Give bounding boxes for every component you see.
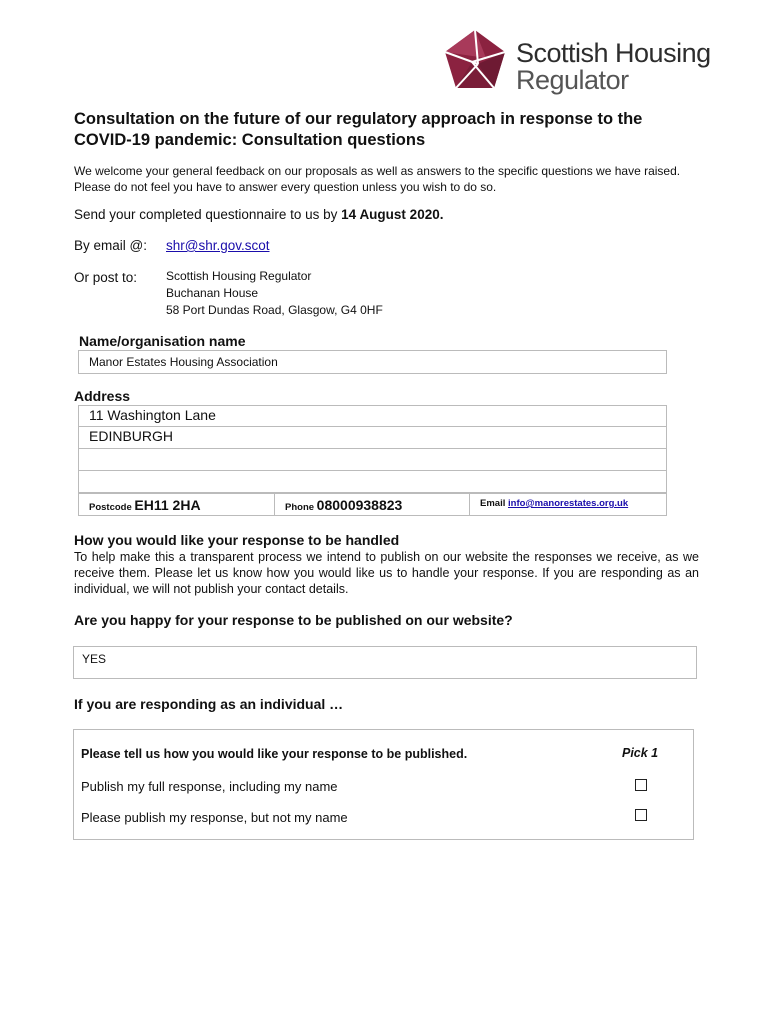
organisation-name-field[interactable]: Manor Estates Housing Association — [78, 350, 667, 374]
shr-logo-mark-icon — [442, 28, 508, 94]
address-line-2-field[interactable]: EDINBURGH — [78, 427, 667, 449]
option-anonymous-checkbox[interactable] — [635, 809, 647, 821]
page-title: Consultation on the future of our regulatory approach in response to the COVID-19 pandemic: Consultation questions — [74, 110, 643, 149]
email-label: By email @: — [74, 238, 147, 253]
handling-heading: How you would like your response to be handled — [74, 532, 400, 548]
intro-text: We welcome your general feedback on our proposals as well as answers to the specific questions we have raised. Please do not feel you have to answer every question unless you wish to do so. — [74, 164, 681, 194]
post-label: Or post to: — [74, 270, 138, 285]
postcode-field[interactable] — [78, 493, 275, 516]
logo-text-line2: Regulator — [516, 65, 629, 95]
logo-text-line1: Scottish Housing — [516, 38, 711, 68]
address-line-4-field[interactable] — [78, 471, 667, 493]
phone-value: 08000938823 — [316, 497, 403, 513]
handling-text: To help make this a transparent process we intend to publish on our website the responses we receive, as we receive them. Please let us know how you would like us to handle your response. If you are responding as an individual, we will not publish your contact details. — [74, 550, 699, 596]
postal-address-line: Scottish Housing Regulator — [166, 269, 312, 283]
option-full-response-checkbox[interactable] — [635, 779, 647, 791]
contact-email-link[interactable]: shr@shr.gov.scot — [166, 238, 270, 253]
address-line-3-field[interactable] — [78, 449, 667, 471]
address-heading: Address — [74, 388, 131, 404]
deadline-date: 14 August 2020. — [341, 207, 444, 222]
pick-label: Pick 1 — [622, 746, 659, 760]
email-field-label: Email — [480, 498, 506, 509]
name-heading: Name/organisation name — [79, 333, 246, 349]
publish-preference-question: Please tell us how you would like your response to be published. — [81, 747, 468, 761]
postal-address-line: Buchanan House — [166, 286, 259, 300]
address-line-1-field[interactable]: 11 Washington Lane — [78, 405, 667, 427]
postal-address-line: 58 Port Dundas Road, Glasgow, G4 0HF — [166, 303, 383, 317]
postcode-value: EH11 2HA — [134, 497, 201, 513]
postcode-label: Postcode — [89, 502, 132, 513]
shr-logo — [442, 28, 722, 94]
publish-question: Are you happy for your response to be published on our website? — [74, 612, 513, 628]
individual-heading: If you are responding as an individual … — [74, 696, 344, 712]
option-label: Publish my full response, including my name — [81, 779, 338, 794]
publish-answer-field[interactable]: YES — [73, 646, 697, 679]
postal-address — [166, 268, 383, 319]
send-instruction — [74, 207, 443, 222]
send-prefix: Send your completed questionnaire to us by — [74, 207, 342, 222]
option-label: Please publish my response, but not my name — [81, 810, 348, 825]
phone-field[interactable] — [274, 493, 470, 516]
email-field-value: info@manorestates.org.uk — [508, 498, 629, 509]
phone-label: Phone — [285, 502, 315, 513]
email-field[interactable] — [469, 493, 667, 516]
